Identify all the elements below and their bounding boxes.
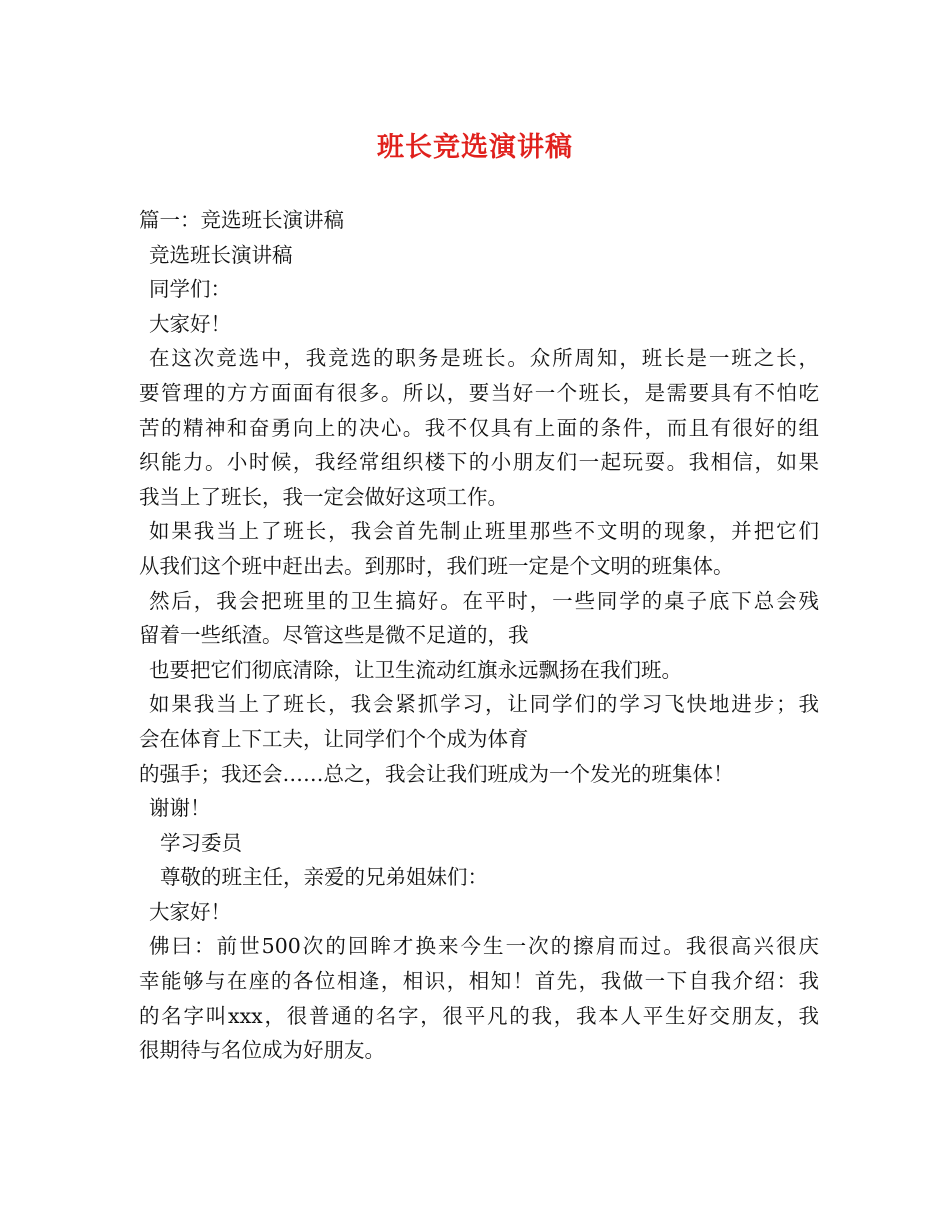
text-line: 会在体育上下工夫，让同学们个个成为体育 [139,726,529,751]
text-line: 留着一些纸渣。尽管这些是微不足道的，我 [139,623,529,648]
text-line: 苦的精神和奋勇向上的决心。我不仅具有上面的条件，而且有很好的组 [139,415,819,440]
text-line: 幸能够与在座的各位相逢，相识，相知！首先，我做一下自我介绍：我 [139,969,819,994]
text-line: 在这次竞选中，我竞选的职务是班长。众所周知，班长是一班之长， [149,346,819,371]
document-title: 班长竞选演讲稿 [377,132,573,163]
text-line: 要管理的方方面面有很多。所以，要当好一个班长，是需要具有不怕吃 [139,380,819,405]
text-line: 大家好！ [149,311,231,336]
text-line: 学习委员 [160,830,242,855]
text-line: 篇一：竞选班长演讲稿 [139,208,344,232]
text-line: 大家好！ [149,899,231,924]
text-line: 竞选班长演讲稿 [149,242,293,267]
text-line: 从我们这个班中赶出去。到那时，我们班一定是个文明的班集体。 [139,553,734,578]
text-line: 我当上了班长，我一定会做好这项工作。 [139,484,508,509]
text-line: 如果我当上了班长，我会首先制止班里那些不文明的现象，并把它们 [149,519,819,544]
text-line: 也要把它们彻底清除，让卫生流动红旗永远飘扬在我们班。 [149,657,682,682]
text-line: 织能力。小时候，我经常组织楼下的小朋友们一起玩耍。我相信，如果 [139,450,819,475]
text-line: 的强手；我还会……总之，我会让我们班成为一个发光的班集体！ [139,761,734,786]
text-line: 的名字叫xxx，很普通的名字，很平凡的我，我本人平生好交朋友，我 [139,1003,819,1028]
document-body [139,203,819,1068]
text-line: 如果我当上了班长，我会紧抓学习，让同学们的学习飞快地进步；我 [149,692,819,717]
text-line: 佛曰：前世500次的回眸才换来今生一次的擦肩而过。我很高兴很庆 [149,934,819,959]
text-line: 尊敬的班主任，亲爱的兄弟姐妹们： [160,865,488,890]
text-line: 然后，我会把班里的卫生搞好。在平时，一些同学的桌子底下总会残 [149,588,819,613]
text-line: 很期待与名位成为好朋友。 [139,1038,385,1063]
text-line: 同学们： [149,277,231,302]
text-line: 谢谢！ [149,796,211,821]
